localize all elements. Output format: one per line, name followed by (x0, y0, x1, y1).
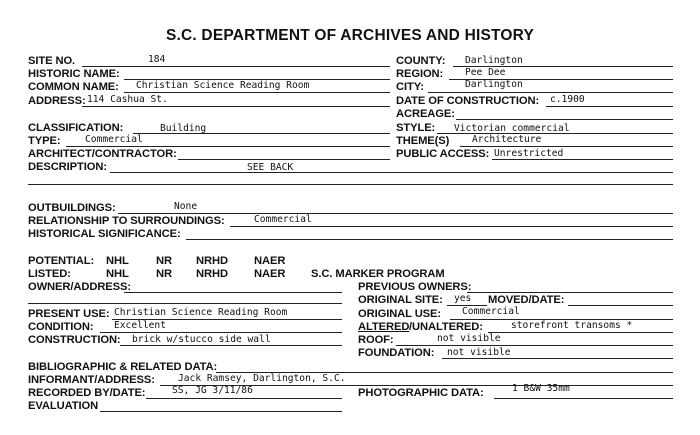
recorded-by-value: SS, JG 3/11/86 (172, 385, 253, 396)
listed-nr: NR (156, 268, 172, 280)
altered-label: ALTERED (358, 321, 410, 333)
region-label: REGION: (396, 68, 444, 80)
photographic-data-line (494, 398, 673, 399)
classification-value: Building (160, 123, 207, 134)
construction-line (120, 345, 342, 346)
common-name-label: COMMON NAME: (28, 81, 119, 93)
city-value: Darlington (465, 79, 523, 90)
address-value: 114 Cashua St. (87, 94, 168, 105)
foundation-label: FOUNDATION: (358, 347, 435, 359)
owner-address-label: OWNER/ADDRESS: (28, 281, 132, 293)
public-access-label: PUBLIC ACCESS: (396, 148, 490, 160)
site-no-value: 184 (148, 54, 166, 65)
original-use-value: Commercial (462, 306, 520, 317)
city-line (428, 92, 673, 93)
region-value: Pee Dee (465, 67, 506, 78)
listed-naer: NAER (254, 268, 286, 280)
date-of-construction-value: c.1900 (550, 94, 585, 105)
owner-address-line-2 (28, 303, 342, 304)
bibliographic-label: BIBLIOGRAPHIC & RELATED DATA: (28, 361, 218, 373)
roof-label: ROOF: (358, 334, 394, 346)
potential-nrhd: NRHD (196, 255, 228, 267)
style-label: STYLE: (396, 122, 436, 134)
roof-line (396, 345, 673, 346)
date-of-construction-label: DATE OF CONSTRUCTION: (396, 95, 540, 107)
listed-nrhd: NRHD (196, 268, 228, 280)
moved-date-line (568, 305, 673, 306)
original-site-value: yes (454, 293, 472, 304)
themes-value: Architecture (472, 134, 542, 145)
historic-name-label: HISTORIC NAME: (28, 68, 120, 80)
potential-naer: NAER (254, 255, 286, 267)
address-line (82, 106, 390, 107)
construction-value: brick w/stucco side wall (132, 334, 271, 345)
outbuildings-value: None (174, 201, 198, 212)
condition-line (100, 332, 342, 333)
potential-nhl: NHL (106, 255, 129, 267)
evaluation-label: EVALUATION (28, 400, 99, 412)
condition-label: CONDITION: (28, 321, 94, 333)
altered-value: storefront transoms * (511, 320, 633, 331)
form-title: S.C. DEPARTMENT OF ARCHIVES AND HISTORY (165, 27, 535, 44)
description-value: SEE BACK (247, 162, 294, 173)
site-no-line (82, 66, 390, 67)
altered-line (488, 332, 673, 333)
potential-label: POTENTIAL: (28, 255, 95, 267)
architect-label: ARCHITECT/CONTRACTOR: (28, 148, 177, 160)
outbuildings-label: OUTBUILDINGS: (28, 202, 116, 214)
potential-nr: NR (156, 255, 172, 267)
moved-date-label: MOVED/DATE: (488, 294, 565, 306)
original-site-label: ORIGINAL SITE: (358, 294, 443, 306)
public-access-line (492, 159, 673, 160)
construction-label: CONSTRUCTION: (28, 334, 121, 346)
description-line (110, 172, 673, 173)
foundation-value: not visible (447, 347, 511, 358)
type-label: TYPE: (28, 135, 61, 147)
outbuildings-line (118, 213, 673, 214)
roof-value: not visible (437, 333, 501, 344)
architect-line (178, 159, 390, 160)
site-no-label: SITE NO. (28, 55, 76, 67)
description-continuation-line (28, 184, 673, 185)
present-use-label: PRESENT USE: (28, 308, 110, 320)
historical-significance-line (186, 239, 673, 240)
city-label: CITY: (396, 81, 424, 93)
photographic-data-label: PHOTOGRAPHIC DATA: (358, 387, 484, 399)
acreage-line (456, 119, 673, 120)
evaluation-line (100, 411, 342, 412)
previous-owners-line (467, 292, 673, 293)
relationship-value: Commercial (254, 214, 312, 225)
condition-value: Excellent (114, 320, 166, 331)
recorded-by-label: RECORDED BY/DATE: (28, 387, 146, 399)
informant-label: INFORMANT/ADDRESS: (28, 374, 155, 386)
type-line (66, 146, 390, 147)
style-value: Victorian commercial (454, 123, 570, 134)
type-value: Commercial (85, 134, 143, 145)
relationship-label: RELATIONSHIP TO SURROUNDINGS: (28, 215, 225, 227)
address-label: ADDRESS: (28, 95, 86, 107)
listed-label: LISTED: (28, 268, 71, 280)
recorded-by-line (146, 398, 342, 399)
acreage-label: ACREAGE: (396, 108, 455, 120)
date-of-construction-line (546, 106, 673, 107)
county-value: Darlington (465, 55, 523, 66)
previous-owners-label: PREVIOUS OWNERS: (358, 281, 472, 293)
listed-nhl: NHL (106, 268, 129, 280)
themes-line (460, 146, 673, 147)
description-label: DESCRIPTION: (28, 161, 107, 173)
common-name-value: Christian Science Reading Room (136, 80, 310, 91)
historical-significance-label: HISTORICAL SIGNIFICANCE: (28, 228, 181, 240)
present-use-value: Christian Science Reading Room (114, 307, 288, 318)
owner-address-line (124, 292, 342, 293)
county-label: COUNTY: (396, 55, 446, 67)
informant-value: Jack Ramsey, Darlington, S.C. (178, 373, 346, 384)
classification-label: CLASSIFICATION: (28, 122, 124, 134)
original-use-label: ORIGINAL USE: (358, 308, 442, 320)
public-access-value: Unrestricted (494, 148, 564, 159)
relationship-line (230, 226, 673, 227)
unaltered-label: /UNALTERED: (409, 321, 483, 333)
themes-label: THEME(S) (396, 135, 450, 147)
foundation-line (442, 358, 673, 359)
photographic-data-value: 1 B&W 35mm (512, 383, 570, 394)
common-name-line (124, 92, 390, 93)
marker-program-label: S.C. MARKER PROGRAM (311, 268, 445, 280)
